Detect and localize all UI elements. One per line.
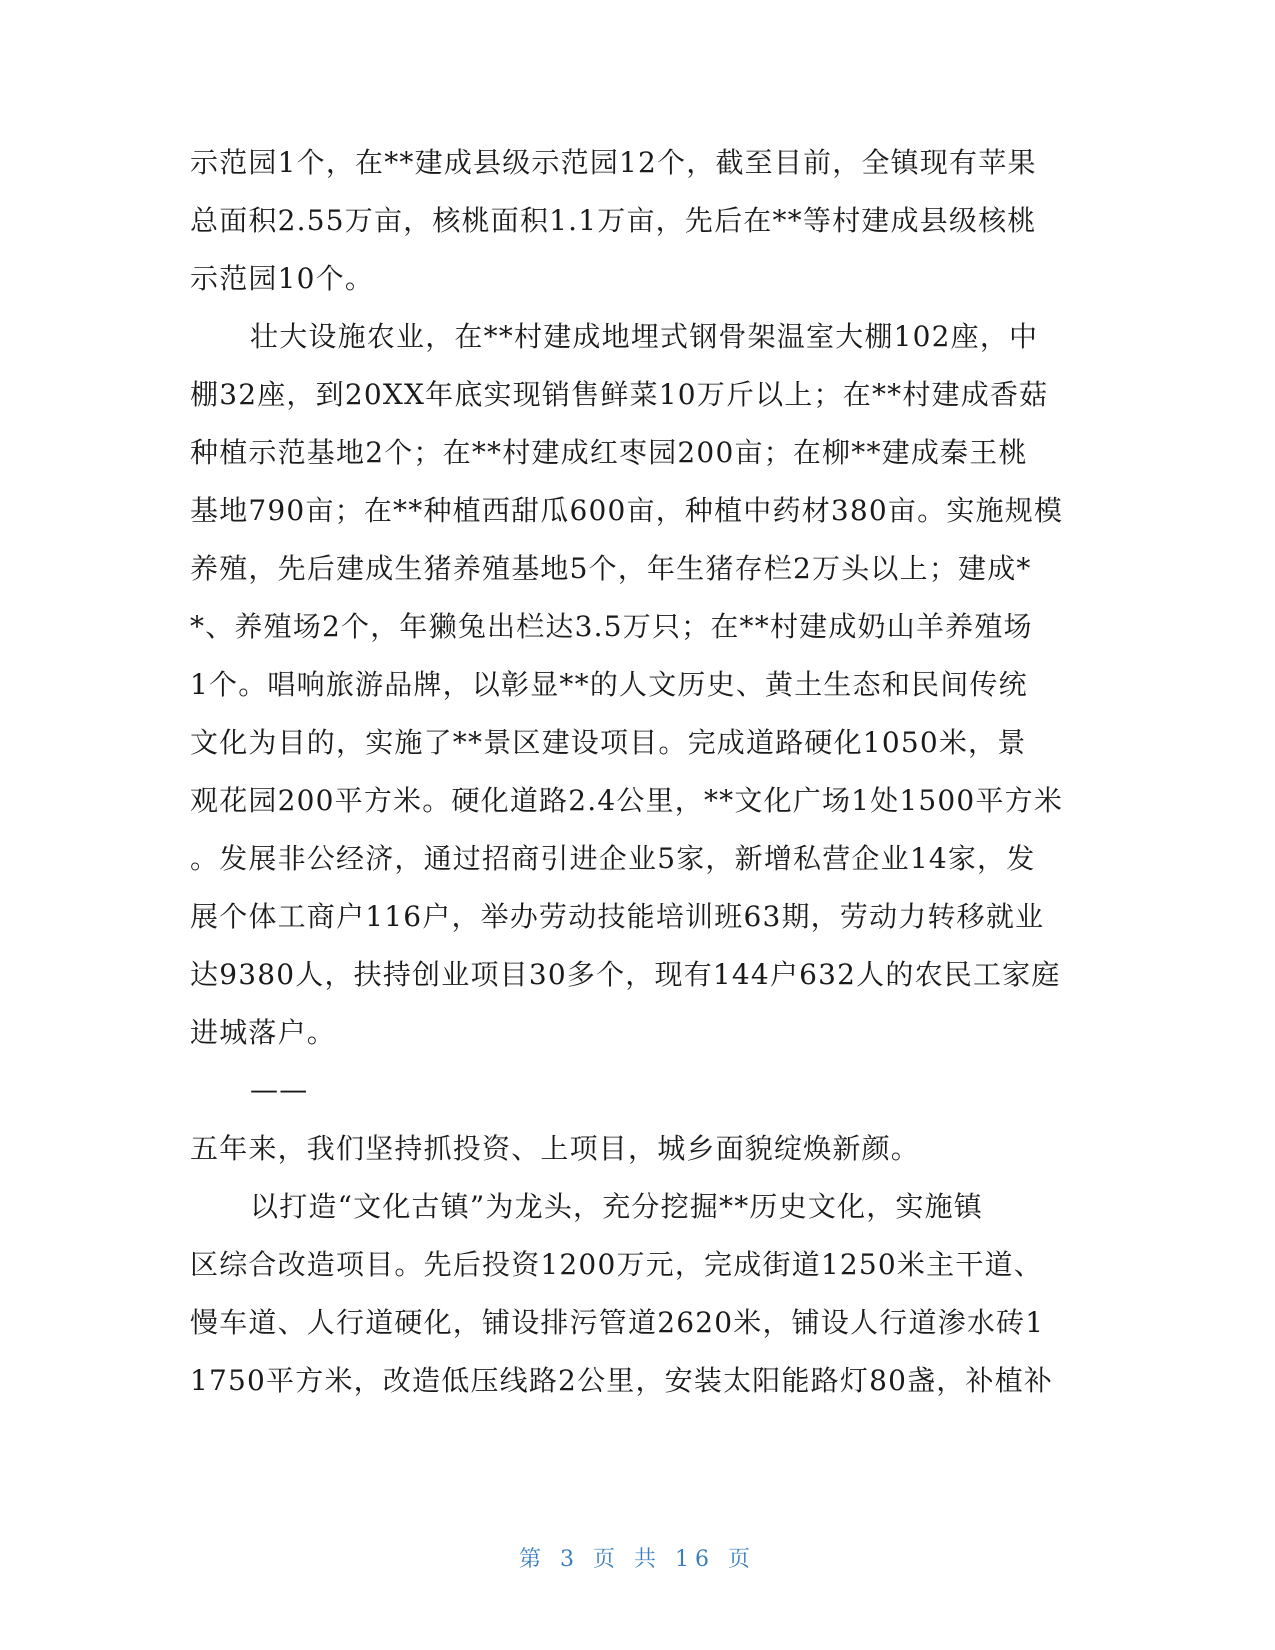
text-line: 展个体工商户116户，举办劳动技能培训班63期，劳动力转移就业: [190, 900, 1045, 933]
text-line: 养殖，先后建成生猪养殖基地5个，年生猪存栏2万头以上；建成*: [190, 552, 1032, 585]
section-heading-line: 五年来，我们坚持抓投资、上项目，城乡面貌绽焕新颜。: [190, 1132, 921, 1165]
text-line: 示范园10个。: [190, 262, 375, 295]
text-line: 。发展非公经济，通过招商引进企业5家，新增私营企业14家，发: [190, 842, 1036, 875]
text-line: 示范园1个，在**建成县级示范园12个，截至目前，全镇现有苹果: [190, 146, 1037, 179]
page-number-footer: 第 3 页 共 16 页: [519, 1547, 756, 1572]
text-line: *、养殖场2个，年獭兔出栏达3.5万只；在**村建成奶山羊养殖场: [190, 610, 1033, 643]
text-line: 棚32座，到20XX年底实现销售鲜菜10万斤以上；在**村建成香菇: [190, 378, 1049, 411]
text-line: 种植示范基地2个；在**村建成红枣园200亩；在柳**建成秦王桃: [190, 436, 1028, 469]
text-line: 进城落户。: [190, 1016, 337, 1049]
text-line: 文化为目的，实施了**景区建设项目。完成道路硬化1050米，景: [190, 726, 1027, 759]
text-line: 区综合改造项目。先后投资1200万元，完成街道1250米主干道、: [190, 1248, 1043, 1281]
text-line: 1个。唱响旅游品牌，以彰显**的人文历史、黄土生态和民间传统: [190, 668, 1028, 701]
text-line: 观花园200平方米。硬化道路2.4公里，**文化广场1处1500平方米: [190, 784, 1064, 817]
paragraph-start-line: 以打造“文化古镇”为龙头，充分挖掘**历史文化，实施镇: [250, 1190, 984, 1223]
text-line: 基地790亩；在**种植西甜瓜600亩，种植中药材380亩。实施规模: [190, 494, 1064, 527]
text-line: 达9380人，扶持创业项目30多个，现有144户632人的农民工家庭: [190, 958, 1061, 991]
text-line: 1750平方米，改造低压线路2公里，安装太阳能路灯80盏，补植补: [190, 1364, 1054, 1397]
section-dash: ——: [250, 1073, 309, 1106]
text-line: 总面积2.55万亩，核桃面积1.1万亩，先后在**等村建成县级核桃: [190, 204, 1037, 237]
paragraph-start-line: 壮大设施农业，在**村建成地埋式钢骨架温室大棚102座，中: [250, 320, 1039, 353]
text-line: 慢车道、人行道硬化，铺设排污管道2620米，铺设人行道渗水砖1: [190, 1306, 1045, 1339]
